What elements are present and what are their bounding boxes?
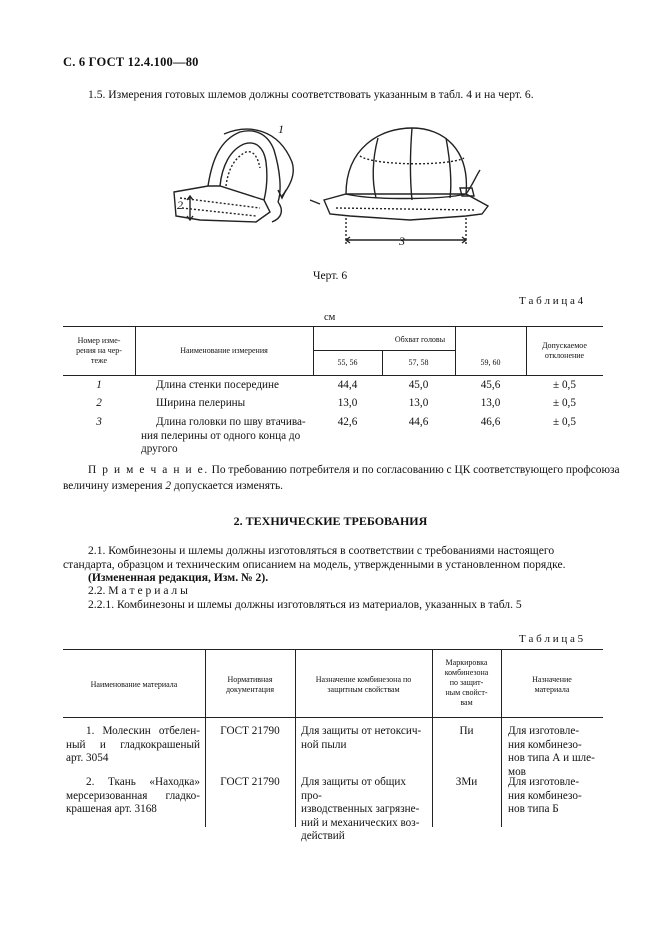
- table5-row1-usage: Для изготовле- ния комбинезо- нов типа А и шле- мов: [508, 725, 595, 778]
- paragraph-2-1-cont: стандарта, образцом и техническим описанием на модель, утвержденными в установленном порядке.: [63, 558, 566, 571]
- table4-row2-v3: 13,0: [480, 397, 501, 409]
- page-header: С. 6 ГОСТ 12.4.100—80: [63, 55, 199, 69]
- table5-header-doc: Нормативная документация: [225, 675, 275, 694]
- table5-title: Т а б л и ц а 5: [519, 633, 584, 645]
- table4-title: Т а б л и ц а 4: [519, 295, 584, 307]
- table4-note: П р и м е ч а н и е. По требованию потребителя и по согласованию с ЦК соответствующего профсоюза: [88, 464, 620, 476]
- callout-2-label: 2: [177, 198, 183, 212]
- table4-row1-name: Длина стенки посередине: [156, 379, 279, 391]
- table4-row3-v1: 42,6: [337, 416, 358, 428]
- table4-row2-name: Ширина пелерины: [156, 397, 246, 409]
- table4-row1-tol: ± 0,5: [553, 379, 576, 391]
- paragraph-2-1: 2.1. Комбинезоны и шлемы должны изготовляться в соответствии с требованиями настоящего: [88, 544, 555, 557]
- table4-row1-v2: 45,0: [408, 379, 429, 391]
- callout-3-label: 3: [399, 234, 405, 248]
- drawing-caption: Черт. 6: [313, 269, 348, 282]
- table4-row3-v3: 46,6: [480, 416, 501, 428]
- helmet-front-view: [310, 128, 488, 244]
- table4-header-tolerance: Допускаемое отклонение: [542, 341, 587, 360]
- table4-row2-num: 2: [96, 397, 102, 409]
- table4-row2-v2: 13,0: [408, 397, 429, 409]
- table4-row3-v2: 44,6: [408, 416, 429, 428]
- table4-row1-v3: 45,6: [480, 379, 501, 391]
- paragraph-2-2-1: 2.2.1. Комбинезоны и шлемы должны изготовляться из материалов, указанных в табл. 5: [88, 598, 522, 611]
- amendment-note: (Измененная редакция, Изм. № 2).: [88, 571, 269, 584]
- table5-header-marking: Маркировка комбинезона по защит- ным свойст- вам: [444, 658, 489, 707]
- table4-row3-num: 3: [96, 416, 102, 428]
- helmet-side-view: [174, 129, 293, 222]
- table4-header-girth: Обхват головы: [394, 335, 446, 344]
- table5-row2-material: 2. Ткань «Находка» мерсеризованная гладко- крашеная арт. 3168: [66, 776, 200, 815]
- section2-heading: 2. ТЕХНИЧЕСКИЕ ТРЕБОВАНИЯ: [233, 514, 428, 528]
- table4-row3-tol: ± 0,5: [553, 416, 576, 428]
- table4-header-number: Номер изме- рения на чер- теже: [76, 336, 122, 365]
- table4-unit: см: [324, 312, 336, 323]
- table4-row2-v1: 13,0: [337, 397, 358, 409]
- table4-row1-v1: 44,4: [337, 379, 358, 391]
- table5-header-usage: Назначение материала: [532, 675, 572, 694]
- table4-header-size-3: 59, 60: [480, 358, 501, 367]
- table5-row2-usage: Для изготовле- ния комбинезо- нов типа Б: [508, 776, 582, 815]
- table4-row2-tol: ± 0,5: [553, 397, 576, 409]
- table4-row1-num: 1: [96, 379, 102, 391]
- paragraph-2-2: 2.2. М а т е р и а л ы: [88, 584, 188, 597]
- table5-header-material: Наименование материала: [90, 680, 178, 689]
- table4-header-size-2: 57, 58: [408, 358, 429, 367]
- table5-row1-material: 1. Молескин отбелен- ный и гладкокрашеный арт. 3054: [66, 725, 200, 764]
- table4-header-name: Наименование измерения: [180, 346, 268, 355]
- table5-row2-marking: ЗМи: [455, 776, 478, 788]
- paragraph-1-5: 1.5. Измерения готовых шлемов должны соответствовать указанным в табл. 4 и на черт. 6.: [88, 88, 534, 101]
- table4-row3-name: Длина головки по шву втачива- ния пелерины от одного конца до другого: [141, 416, 306, 455]
- helmet-drawing: [160, 120, 500, 260]
- table5-header-purpose: Назначение комбинезона по защитным свойствам: [315, 675, 412, 694]
- table5-row1-purpose: Для защиты от нетоксич- ной пыли: [301, 725, 422, 751]
- callout-1-label: 1: [278, 122, 284, 136]
- table4-header-size-1: 55, 56: [337, 358, 358, 367]
- table5-row1-doc: ГОСТ 21790: [220, 725, 280, 737]
- table4-note-cont: величину измерения 2 допускается изменять.: [63, 480, 284, 492]
- table5-row2-purpose: Для защиты от общих про- изводственных загрязне- ний и механических воз- действий: [301, 776, 420, 842]
- table5-row2-doc: ГОСТ 21790: [220, 776, 280, 788]
- table5-row1-marking: Пи: [459, 725, 474, 737]
